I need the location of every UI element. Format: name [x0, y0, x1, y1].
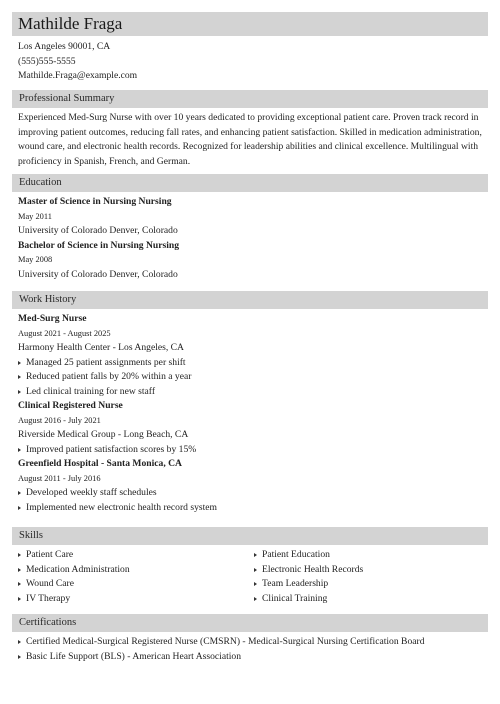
job-bullet	[18, 385, 484, 400]
bullet-icon	[18, 640, 21, 644]
bullet-text: Led clinical training for new staff	[26, 385, 156, 397]
skill-item	[18, 563, 248, 578]
bullet-icon	[18, 390, 21, 394]
skill-text: Clinical Training	[262, 592, 328, 604]
skill-item	[18, 548, 248, 563]
job-item	[18, 399, 484, 457]
name-header-bar	[12, 12, 488, 36]
education-date: May 2008	[18, 255, 53, 264]
skills-right-column	[254, 548, 484, 606]
education-item	[18, 239, 484, 283]
education-list	[18, 195, 484, 282]
skill-text: Electronic Health Records	[262, 563, 364, 575]
section-title-certifications: Certifications	[19, 617, 77, 628]
section-header-skills	[12, 527, 488, 545]
skill-item	[18, 577, 248, 592]
skill-item	[254, 563, 484, 578]
degree: Bachelor of Science in Nursing Nursing	[18, 239, 180, 251]
certification-text: Basic Life Support (BLS) - American Heart Association	[26, 650, 242, 662]
bullet-icon	[18, 553, 21, 557]
email: Mathilde.Fraga@example.com	[18, 70, 138, 81]
skill-text: Wound Care	[26, 578, 74, 589]
skills-left-column	[18, 548, 248, 606]
education-date: May 2011	[18, 211, 52, 221]
certification-item	[18, 635, 484, 650]
job-bullet	[18, 486, 484, 501]
bullet-icon	[18, 448, 21, 452]
job-dates: August 2016 - July 2021	[18, 415, 101, 425]
bullet-icon	[254, 597, 257, 601]
education-item	[18, 195, 484, 239]
bullet-icon	[18, 655, 21, 659]
skill-item	[18, 592, 248, 607]
phone: (555)555-5555	[18, 55, 76, 67]
summary-text: Experienced Med-Surg Nurse with over 10 years dedicated to providing exceptional patient care. Proven track record in improving patient outcomes, reducing fall rates, and enhancing patient satisfaction. Skilled in medication administration, wound care, and electronic health records. Recognized for leadership abilities and clinical excellence. Multilingual with proficiency in Spanish, French, and German.	[18, 112, 482, 167]
skill-text: Patient Education	[262, 549, 330, 560]
skill-text: Medication Administration	[26, 563, 130, 575]
skill-text: Team Leadership	[262, 578, 329, 589]
section-header-education	[12, 174, 488, 192]
bullet-text: Improved patient satisfaction scores by 15%	[26, 443, 197, 455]
skill-text: Patient Care	[26, 549, 74, 560]
bullet-icon	[18, 491, 21, 495]
section-title-summary: Professional Summary	[19, 93, 115, 104]
bullet-icon	[18, 582, 21, 586]
candidate-name: Mathilde Fraga	[18, 14, 123, 33]
section-header-certifications	[12, 614, 488, 632]
bullet-icon	[18, 568, 21, 572]
section-title-skills: Skills	[19, 530, 43, 541]
skill-item	[254, 548, 484, 563]
bullet-icon	[254, 553, 257, 557]
certifications-list	[18, 635, 484, 664]
section-header-work	[12, 291, 488, 309]
job-item	[18, 312, 484, 399]
job-item	[18, 457, 484, 515]
bullet-text: Implemented new electronic health record system	[26, 501, 217, 513]
bullet-icon	[18, 361, 21, 365]
job-bullet	[18, 501, 484, 516]
degree: Master of Science in Nursing Nursing	[18, 196, 172, 207]
section-title-work: Work History	[19, 294, 77, 305]
address: Los Angeles 90001, CA	[18, 41, 111, 52]
bullet-icon	[18, 597, 21, 601]
work-list	[18, 312, 484, 515]
job-employer: Harmony Health Center - Los Angeles, CA	[18, 342, 184, 353]
section-header-summary	[12, 90, 488, 108]
job-role: Med-Surg Nurse	[18, 313, 87, 324]
job-bullet	[18, 370, 484, 385]
school: University of Colorado Denver, Colorado	[18, 268, 178, 280]
certification-text: Certified Medical-Surgical Registered Nurse (CMSRN) - Medical-Surgical Nursing Certification Board	[26, 636, 425, 647]
skill-item	[254, 592, 484, 607]
job-bullet	[18, 443, 484, 458]
section-title-education: Education	[19, 177, 62, 188]
certification-item	[18, 650, 484, 665]
bullet-icon	[18, 506, 21, 510]
contact-info	[18, 40, 137, 84]
job-dates: August 2021 - August 2025	[18, 328, 111, 338]
job-role: Greenfield Hospital - Santa Monica, CA	[18, 458, 182, 469]
job-dates: August 2011 - July 2016	[18, 473, 101, 483]
bullet-text: Managed 25 patient assignments per shift	[26, 356, 186, 368]
bullet-icon	[254, 568, 257, 572]
bullet-icon	[254, 582, 257, 586]
bullet-icon	[18, 375, 21, 379]
bullet-text: Developed weekly staff schedules	[26, 487, 157, 498]
skill-text: IV Therapy	[26, 592, 71, 604]
skill-item	[254, 577, 484, 592]
job-employer: Riverside Medical Group - Long Beach, CA	[18, 429, 189, 440]
job-role: Clinical Registered Nurse	[18, 400, 123, 411]
job-bullet	[18, 356, 484, 371]
bullet-text: Reduced patient falls by 20% within a year	[26, 371, 192, 382]
school: University of Colorado Denver, Colorado	[18, 225, 178, 236]
